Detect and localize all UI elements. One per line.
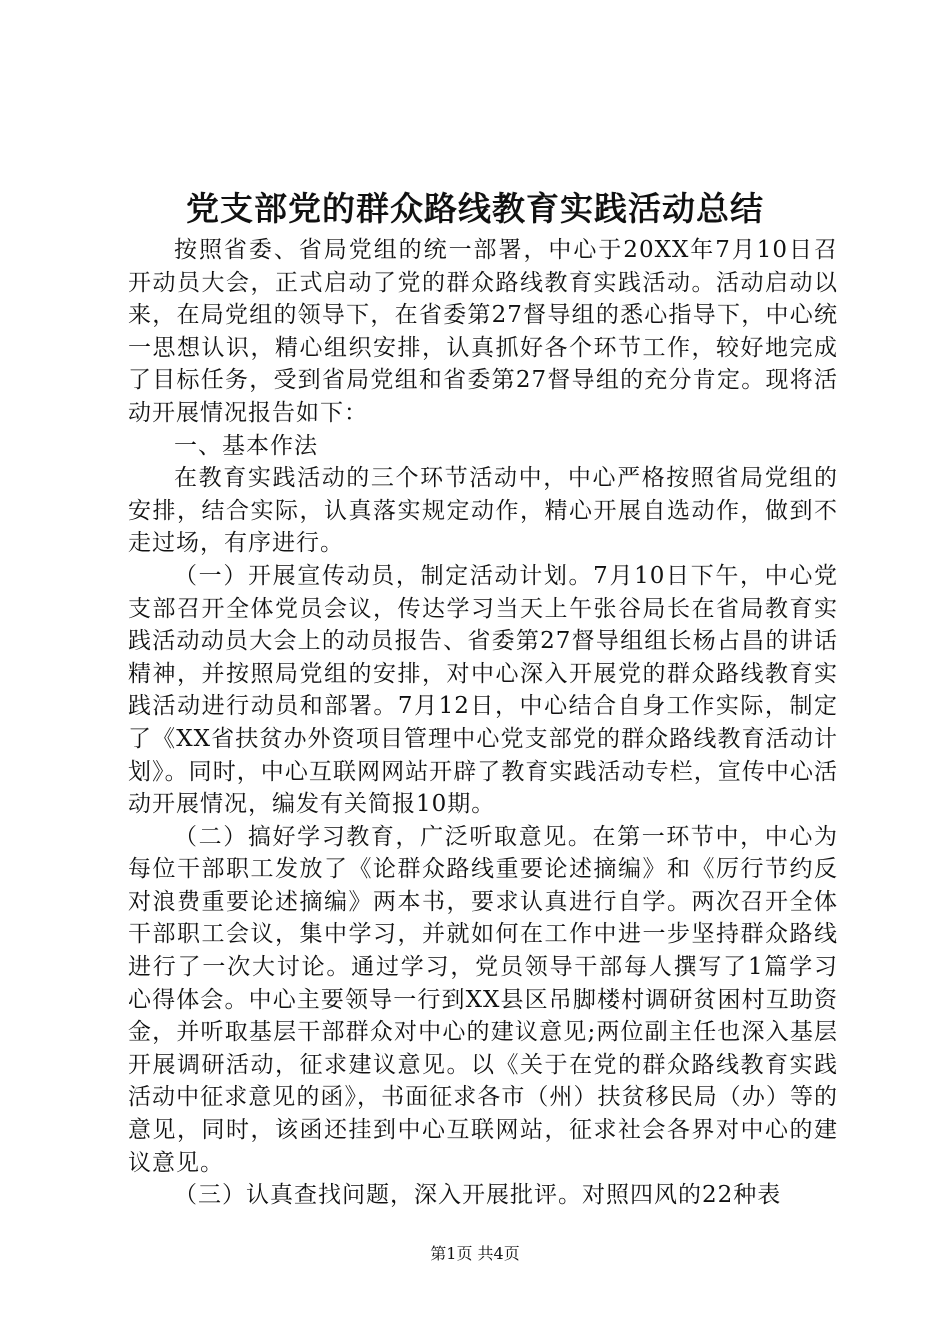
section-heading-basic-methods: 一、基本作法 bbox=[174, 432, 318, 459]
paragraph-overview: 在教育实践活动的三个环节活动中，中心严格按照省局党组的安排，结合实际，认真落实规定动作，精心开展自选动作，做到不走过场，有序进行。 bbox=[128, 465, 838, 557]
document-title: 党支部党的群众路线教育实践活动总结 bbox=[186, 189, 764, 228]
paragraph-intro: 按照省委、省局党组的统一部署，中心于20XX年7月10日召开动员大会，正式启动了党的群众路线教育实践活动。活动启动以来，在局党组的领导下，在省委第27督导组的悉心指导下，中心统一思想认识，精心组织安排，认真抓好各个环节工作，较好地完成了目标任务，受到省局党组和省委第27督导组的充分肯定。现将活动开展情况报告如下： bbox=[128, 237, 838, 426]
paragraph-item-2: （二）搞好学习教育，广泛听取意见。在第一环节中，中心为每位干部职工发放了《论群众路线重要论述摘编》和《厉行节约反对浪费重要论述摘编》两本书，要求认真进行自学。两次召开全体干部职工会议，集中学习，并就如何在工作中进一步坚持群众路线进行了一次大讨论。通过学习，党员领导干部每人撰写了1篇学习心得体会。中心主要领导一行到XX县区吊脚楼村调研贫困村互助资金，并听取基层干部群众对中心的建议意见;两位副主任也深入基层开展调研活动，征求建议意见。以《关于在党的群众路线教育实践活动中征求意见的函》，书面征求各市（州）扶贫移民局（办）等的意见，同时，该函还挂到中心互联网站，征求社会各界对中心的建议意见。 bbox=[128, 823, 838, 1176]
paragraph-item-1: （一）开展宣传动员，制定活动计划。7月10日下午，中心党支部召开全体党员会议，传达学习当天上午张谷局长在省局教育实践活动动员大会上的动员报告、省委第27督导组组长杨占昌的讲话精神，并按照局党组的安排，对中心深入开展党的群众路线教育实践活动进行动员和部署。7月12日，中心结合自身工作实际，制定了《XX省扶贫办外资项目管理中心党支部党的群众路线教育活动计划》。同时，中心互联网网站开辟了教育实践活动专栏，宣传中心活动开展情况，编发有关简报10期。 bbox=[128, 562, 838, 818]
paragraph-item-3: （三）认真查找问题，深入开展批评。对照四风的22种表 bbox=[174, 1182, 782, 1209]
page-footer: 第1页 共4页 bbox=[430, 1244, 520, 1263]
document-body bbox=[128, 234, 838, 1212]
